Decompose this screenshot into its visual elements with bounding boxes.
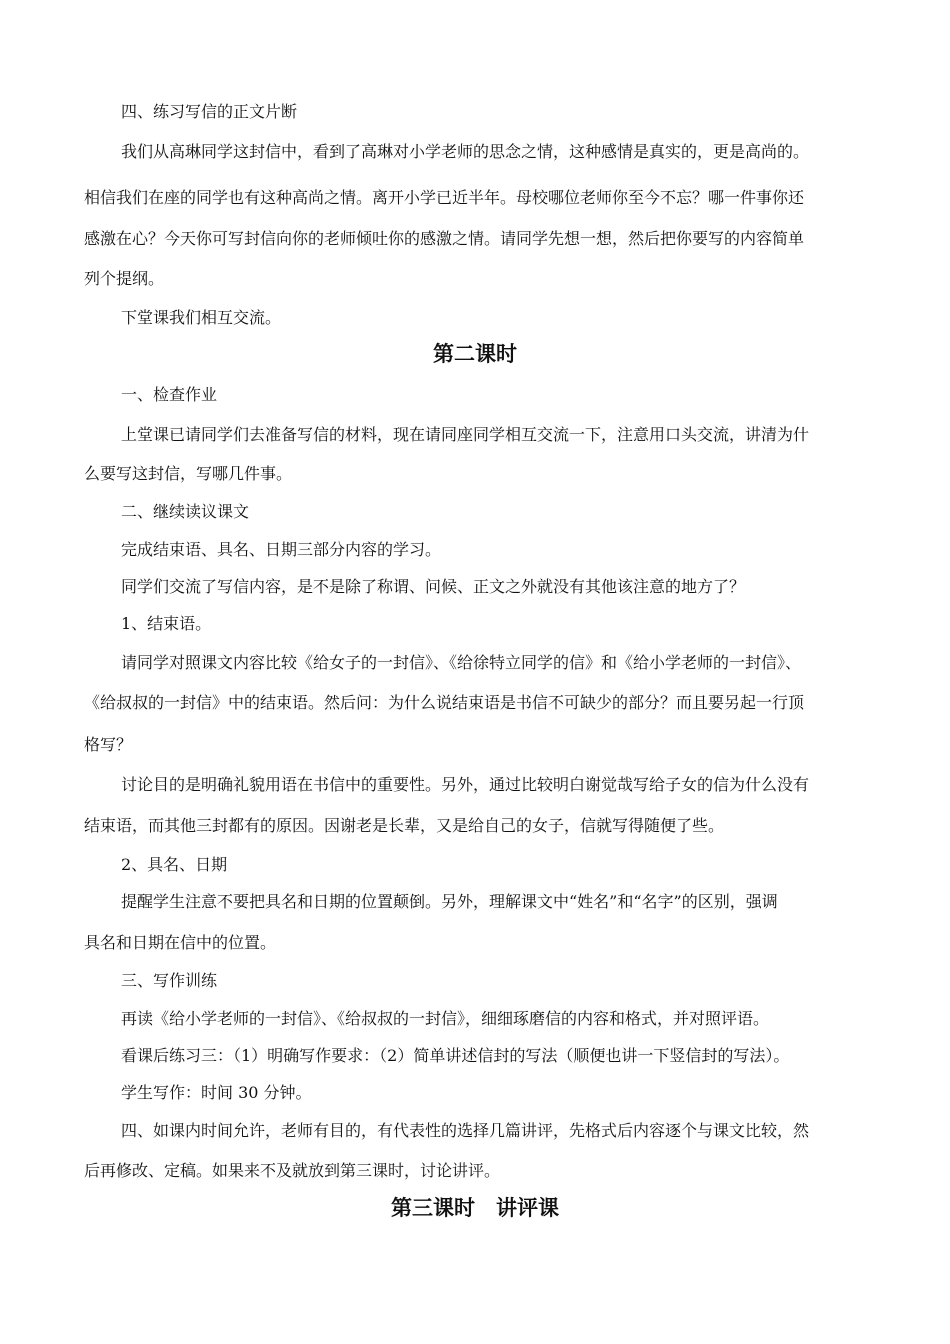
section-heading-continue-reading: 二、继续读议课文 bbox=[121, 502, 250, 521]
paragraph-line: 请同学对照课文内容比较《给女子的一封信》、《给徐特立同学的信》和《给小学老师的一封信》、 bbox=[121, 653, 802, 672]
paragraph-line: 看课后练习三：（1）明确写作要求：（2）简单讲述信封的写法（顺便也讲一下竖信封的写法）。 bbox=[121, 1046, 790, 1065]
lesson-title-third-period: 第三课时 讲评课 bbox=[391, 1195, 559, 1220]
paragraph-line: 同学们交流了写信内容，是不是除了称谓、问候、正文之外就没有其他该注意的地方了？ bbox=[121, 577, 746, 596]
paragraph-line: 上堂课已请同学们去准备写信的材料，现在请同座同学相互交流一下，注意用口头交流，讲清为什 bbox=[121, 425, 810, 444]
paragraph-line: 后再修改、定稿。如果来不及就放到第三课时，讨论讲评。 bbox=[84, 1161, 501, 1180]
section-heading-check-homework: 一、检查作业 bbox=[121, 385, 218, 404]
paragraph-line: 么要写这封信，写哪几件事。 bbox=[84, 464, 293, 483]
paragraph-line: 格写？ bbox=[84, 735, 133, 754]
paragraph-line: 四、如课内时间允许，老师有目的，有代表性的选择几篇讲评，先格式后内容逐个与课文比较，然 bbox=[121, 1121, 810, 1140]
lesson-title-second-period: 第二课时 bbox=[433, 341, 517, 366]
section-heading-practice-letter-body: 四、练习写信的正文片断 bbox=[121, 102, 298, 121]
paragraph-line: 讨论目的是明确礼貌用语在书信中的重要性。另外，通过比较明白谢觉哉写给子女的信为什么没有 bbox=[121, 775, 810, 794]
paragraph-line: 具名和日期在信中的位置。 bbox=[84, 933, 277, 952]
paragraph-line: 《给叔叔的一封信》中的结束语。然后问：为什么说结束语是书信不可缺少的部分？而且要另起一行顶 bbox=[84, 693, 805, 712]
paragraph-line: 下堂课我们相互交流。 bbox=[121, 308, 282, 327]
section-heading-writing-training: 三、写作训练 bbox=[121, 971, 218, 990]
paragraph-line: 相信我们在座的同学也有这种高尚之情。离开小学已近半年。母校哪位老师你至今不忘？哪一件事你还 bbox=[84, 188, 805, 207]
subheading-closing-remarks: 1、结束语。 bbox=[121, 614, 212, 633]
paragraph-line: 列个提纲。 bbox=[84, 269, 165, 288]
paragraph-line: 学生写作：时间 30 分钟。 bbox=[121, 1083, 312, 1102]
paragraph-line: 完成结束语、具名、日期三部分内容的学习。 bbox=[121, 540, 442, 559]
subheading-signature-date: 2、具名、日期 bbox=[121, 855, 228, 874]
paragraph-line: 感激在心？今天你可写封信向你的老师倾吐你的感激之情。请同学先想一想，然后把你要写的内容简单 bbox=[84, 229, 805, 248]
paragraph-line: 再读《给小学老师的一封信》、《给叔叔的一封信》，细细琢磨信的内容和格式，并对照评语。 bbox=[121, 1009, 770, 1028]
paragraph-line: 提醒学生注意不要把具名和日期的位置颠倒。另外，理解课文中“姓名”和“名字”的区别，强调 bbox=[121, 892, 778, 911]
paragraph-line: 我们从高琳同学这封信中，看到了高琳对小学老师的思念之情，这种感情是真实的，更是高尚的。 bbox=[121, 142, 810, 161]
paragraph-line: 结束语，而其他三封都有的原因。因谢老是长辈，又是给自己的女子，信就写得随便了些。 bbox=[84, 816, 725, 835]
